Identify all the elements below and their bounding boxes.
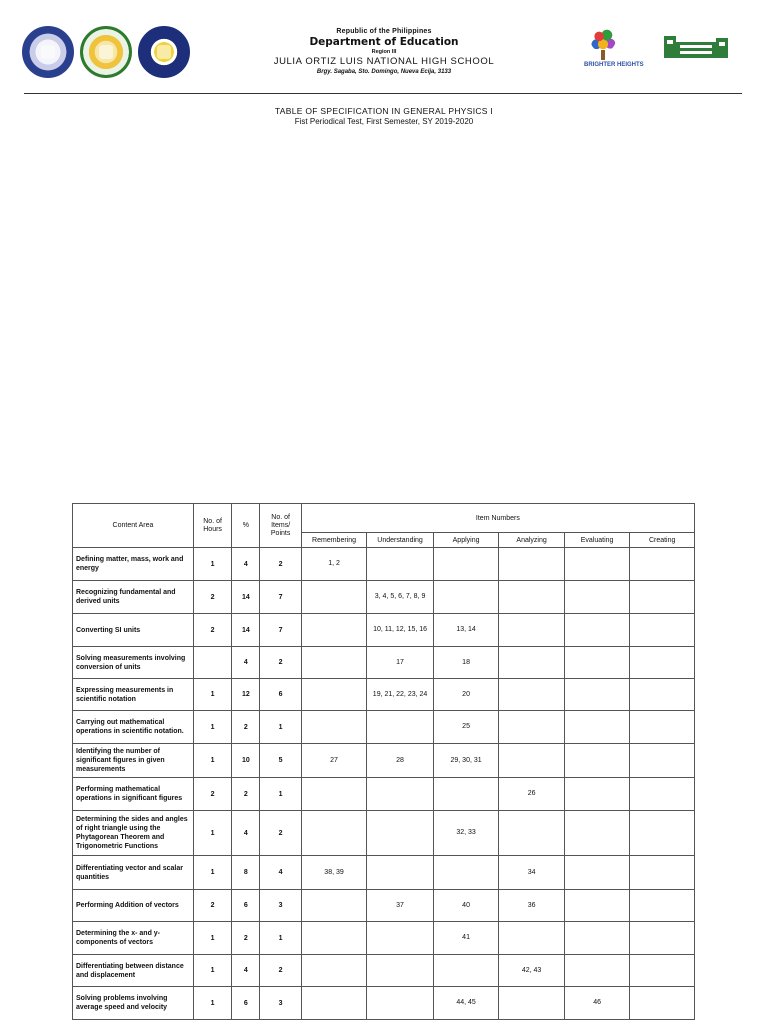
content-area-cell: Converting SI units [73,614,194,647]
analyzing-cell [499,711,565,744]
table-row [73,647,695,679]
analyzing-cell: 42, 43 [499,955,565,987]
percent-cell: 6 [232,987,260,1020]
creating-cell [630,922,695,955]
analyzing-cell: 34 [499,856,565,890]
items-cell: 1 [260,922,301,955]
header-evaluating: Evaluating [564,533,630,548]
hours-cell: 1 [193,856,231,890]
percent-cell: 2 [232,778,260,811]
understanding-cell [367,955,434,987]
remembering-cell: 38, 39 [301,856,367,890]
applying-cell [433,778,499,811]
table-row [73,922,695,955]
remembering-cell [301,987,367,1020]
hours-cell: 1 [193,955,231,987]
items-cell: 1 [260,711,301,744]
content-area-cell: Differentiating vector and scalar quantities [73,856,194,890]
applying-cell: 25 [433,711,499,744]
items-cell: 2 [260,955,301,987]
percent-cell: 2 [232,922,260,955]
items-cell: 7 [260,614,301,647]
evaluating-cell [564,711,630,744]
table-row [73,811,695,856]
percent-cell: 6 [232,890,260,922]
percent-cell: 14 [232,581,260,614]
items-cell: 7 [260,581,301,614]
analyzing-cell [499,614,565,647]
understanding-cell [367,856,434,890]
evaluating-cell [564,890,630,922]
evaluating-cell [564,922,630,955]
percent-cell: 2 [232,711,260,744]
percent-cell: 10 [232,744,260,778]
hours-cell: 1 [193,548,231,581]
hours-cell: 1 [193,744,231,778]
applying-cell [433,955,499,987]
analyzing-cell [499,647,565,679]
creating-cell [630,548,695,581]
creating-cell [630,614,695,647]
hours-cell: 1 [193,811,231,856]
header-remembering: Remembering [301,533,367,548]
creating-cell [630,890,695,922]
applying-cell: 18 [433,647,499,679]
creating-cell [630,647,695,679]
applying-cell: 32, 33 [433,811,499,856]
understanding-cell [367,778,434,811]
table-row [73,679,695,711]
header-content-area: Content Area [73,504,194,548]
evaluating-cell [564,955,630,987]
remembering-cell [301,614,367,647]
remembering-cell [301,811,367,856]
hours-cell: 2 [193,778,231,811]
evaluating-cell [564,778,630,811]
brand-text: BRIGHTER HEIGHTS [584,62,644,68]
evaluating-cell [564,679,630,711]
content-area-cell: Determining the x- and y-components of vectors [73,922,194,955]
analyzing-cell [499,581,565,614]
applying-cell: 29, 30, 31 [433,744,499,778]
remembering-cell [301,778,367,811]
analyzing-cell [499,744,565,778]
items-cell: 4 [260,856,301,890]
remembering-cell [301,890,367,922]
items-cell: 2 [260,647,301,679]
school-building-icon [664,32,728,58]
header-analyzing: Analyzing [499,533,565,548]
table-row [73,890,695,922]
analyzing-cell [499,548,565,581]
content-area-cell: Performing mathematical operations in significant figures [73,778,194,811]
understanding-cell: 17 [367,647,434,679]
remembering-cell: 27 [301,744,367,778]
table-row [73,987,695,1020]
applying-cell: 44, 45 [433,987,499,1020]
hours-cell: 1 [193,922,231,955]
content-area-cell: Determining the sides and angles of right triangle using the Phytagorean Theorem and Trigonometric Functions [73,811,194,856]
specification-table [72,503,695,1020]
content-area-cell: Differentiating between distance and displacement [73,955,194,987]
evaluating-cell [564,548,630,581]
remembering-cell [301,955,367,987]
letterhead [0,28,768,75]
remembering-cell [301,922,367,955]
evaluating-cell [564,614,630,647]
understanding-cell [367,922,434,955]
understanding-cell [367,548,434,581]
table-row [73,856,695,890]
items-cell: 6 [260,679,301,711]
creating-cell [630,856,695,890]
title-line-2: Fist Periodical Test, First Semester, SY 2019-2020 [294,117,474,126]
hours-cell: 2 [193,581,231,614]
understanding-cell [367,711,434,744]
creating-cell [630,811,695,856]
items-cell: 1 [260,778,301,811]
department-name: Department of Education [309,36,459,48]
analyzing-cell: 26 [499,778,565,811]
content-area-cell: Solving measurements involving conversion of units [73,647,194,679]
items-cell: 5 [260,744,301,778]
analyzing-cell [499,987,565,1020]
header-item-numbers: Item Numbers [301,504,694,533]
evaluating-cell [564,856,630,890]
creating-cell [630,987,695,1020]
header-percent: % [232,504,260,548]
applying-cell: 20 [433,679,499,711]
title-line-1: TABLE OF SPECIFICATION IN GENERAL PHYSICS I [274,106,494,116]
hours-cell [193,647,231,679]
percent-cell: 8 [232,856,260,890]
evaluating-cell: 46 [564,987,630,1020]
applying-cell: 41 [433,922,499,955]
evaluating-cell [564,744,630,778]
hours-cell: 1 [193,987,231,1020]
region-line: Region III [371,49,397,55]
school-name: JULIA ORTIZ LUIS NATIONAL HIGH SCHOOL [273,56,495,67]
applying-cell: 40 [433,890,499,922]
understanding-cell: 28 [367,744,434,778]
hours-cell: 1 [193,679,231,711]
evaluating-cell [564,647,630,679]
applying-cell [433,548,499,581]
analyzing-cell [499,922,565,955]
percent-cell: 4 [232,647,260,679]
header-divider [24,93,742,94]
items-cell: 2 [260,548,301,581]
content-area-cell: Defining matter, mass, work and energy [73,548,194,581]
remembering-cell: 1, 2 [301,548,367,581]
remembering-cell [301,679,367,711]
table-row [73,744,695,778]
table-row [73,778,695,811]
creating-cell [630,581,695,614]
hours-cell: 2 [193,890,231,922]
table-row [73,614,695,647]
analyzing-cell [499,679,565,711]
hours-cell: 1 [193,711,231,744]
remembering-cell [301,581,367,614]
applying-cell [433,581,499,614]
evaluating-cell [564,581,630,614]
document-title [0,106,768,126]
header-applying: Applying [433,533,499,548]
items-cell: 3 [260,987,301,1020]
remembering-cell [301,711,367,744]
items-cell: 2 [260,811,301,856]
creating-cell [630,744,695,778]
content-area-cell: Expressing measurements in scientific notation [73,679,194,711]
table-row [73,581,695,614]
understanding-cell: 3, 4, 5, 6, 7, 8, 9 [367,581,434,614]
understanding-cell [367,987,434,1020]
creating-cell [630,711,695,744]
understanding-cell: 37 [367,890,434,922]
table-row [73,548,695,581]
percent-cell: 12 [232,679,260,711]
understanding-cell: 10, 11, 12, 15, 16 [367,614,434,647]
school-address: Brgy. Sagaba, Sto. Domingo, Nueva Ecija, 3133 [316,69,452,75]
applying-cell [433,856,499,890]
content-area-cell: Identifying the number of significant figures in given measurements [73,744,194,778]
remembering-cell [301,647,367,679]
content-area-cell: Recognizing fundamental and derived units [73,581,194,614]
creating-cell [630,778,695,811]
creating-cell [630,955,695,987]
content-area-cell: Performing Addition of vectors [73,890,194,922]
table-row [73,955,695,987]
header-hours: No. of Hours [193,504,231,548]
brighter-heights-tree-icon [568,24,648,80]
creating-cell [630,679,695,711]
evaluating-cell [564,811,630,856]
table-row [73,711,695,744]
content-area-cell: Carrying out mathematical operations in scientific notation. [73,711,194,744]
understanding-cell [367,811,434,856]
header-understanding: Understanding [367,533,434,548]
percent-cell: 4 [232,548,260,581]
content-area-cell: Solving problems involving average speed and velocity [73,987,194,1020]
items-cell: 3 [260,890,301,922]
republic-line: Republic of the Philippines [336,28,432,35]
understanding-cell: 19, 21, 22, 23, 24 [367,679,434,711]
percent-cell: 4 [232,811,260,856]
analyzing-cell [499,811,565,856]
percent-cell: 4 [232,955,260,987]
percent-cell: 14 [232,614,260,647]
header-creating: Creating [630,533,695,548]
applying-cell: 13, 14 [433,614,499,647]
hours-cell: 2 [193,614,231,647]
header-items-points: No. of Items/ Points [260,504,301,548]
analyzing-cell: 36 [499,890,565,922]
